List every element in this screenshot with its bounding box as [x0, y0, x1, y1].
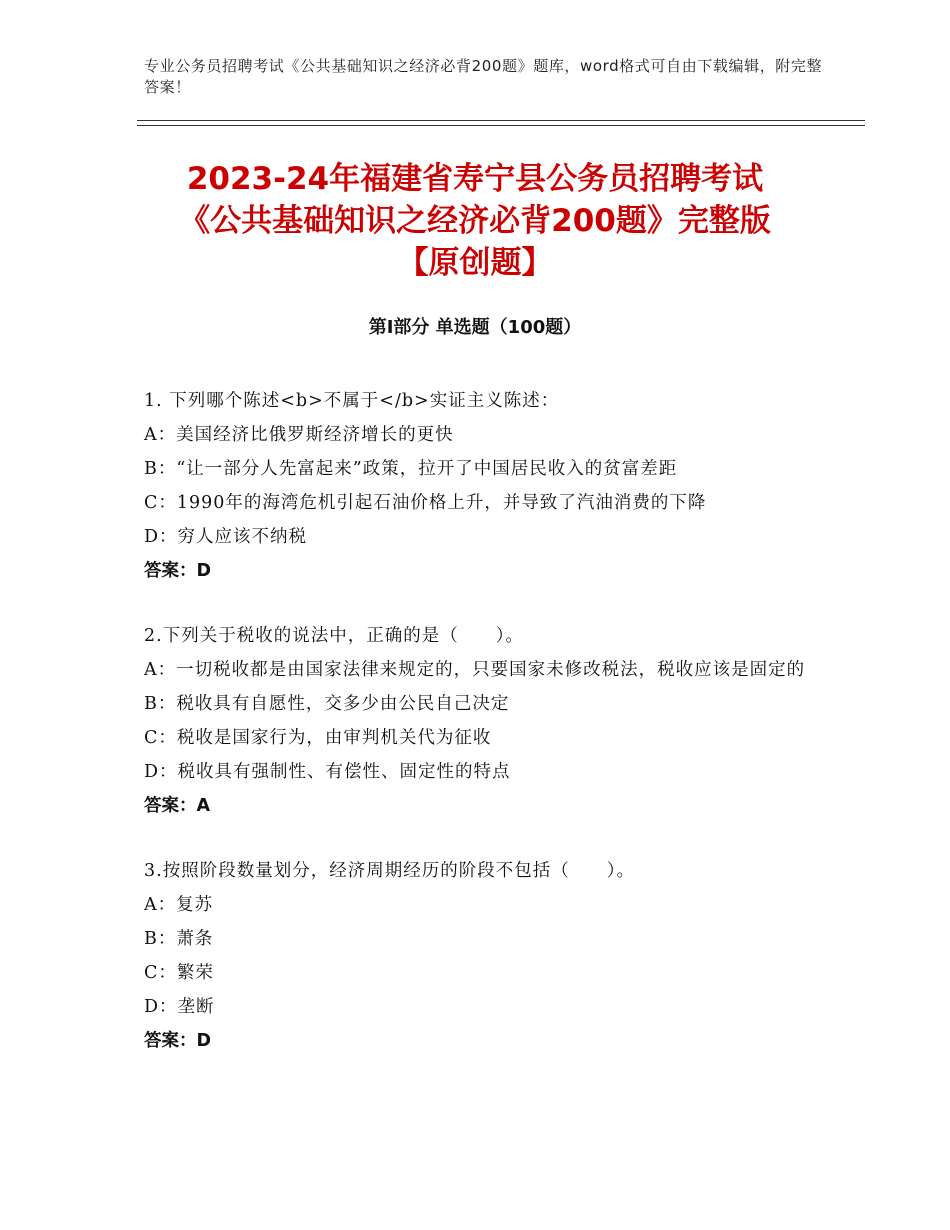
document-title	[110, 158, 840, 284]
question-stem: 1. 下列哪个陈述<b>不属于</b>实证主义陈述：	[144, 391, 560, 411]
title-line-3: 【原创题】	[397, 245, 553, 281]
question-list	[144, 384, 814, 1089]
option-b: B：“让一部分人先富起来”政策，拉开了中国居民收入的贫富差距	[144, 459, 678, 479]
header-double-rule	[137, 120, 865, 126]
title-line-1: 2023-24年福建省寿宁县公务员招聘考试	[186, 161, 764, 197]
question-stem: 2.下列关于税收的说法中，正确的是（ ）。	[144, 626, 524, 646]
answer: 答案：D	[144, 561, 212, 581]
option-c: C：税收是国家行为，由审判机关代为征收	[144, 728, 492, 748]
option-d: D：垄断	[144, 997, 215, 1017]
question-1	[144, 384, 814, 588]
option-c: C：繁荣	[144, 963, 214, 983]
title-line-2: 《公共基础知识之经济必背200题》完整版	[179, 203, 771, 239]
answer: 答案：D	[144, 1031, 212, 1051]
option-a: A：一切税收都是由国家法律来规定的，只要国家未修改税法，税收应该是固定的	[144, 660, 806, 680]
option-c: C：1990年的海湾危机引起石油价格上升，并导致了汽油消费的下降	[144, 493, 707, 513]
option-b: B：萧条	[144, 929, 214, 949]
header-note: 专业公务员招聘考试《公共基础知识之经济必背200题》题库，word格式可自由下载编辑，附完整答案！	[144, 57, 823, 96]
question-3	[144, 854, 814, 1058]
option-d: D：穷人应该不纳税	[144, 527, 308, 547]
option-a: A：复苏	[144, 895, 214, 915]
question-2	[144, 619, 814, 823]
option-b: B：税收具有自愿性，交多少由公民自己决定	[144, 694, 510, 714]
answer: 答案：A	[144, 796, 211, 816]
option-a: A：美国经济比俄罗斯经济增长的更快	[144, 425, 454, 445]
question-stem: 3.按照阶段数量划分，经济周期经历的阶段不包括（ ）。	[144, 861, 635, 881]
option-d: D：税收具有强制性、有偿性、固定性的特点	[144, 762, 511, 782]
section-heading: 第I部分 单选题（100题）	[368, 317, 582, 338]
